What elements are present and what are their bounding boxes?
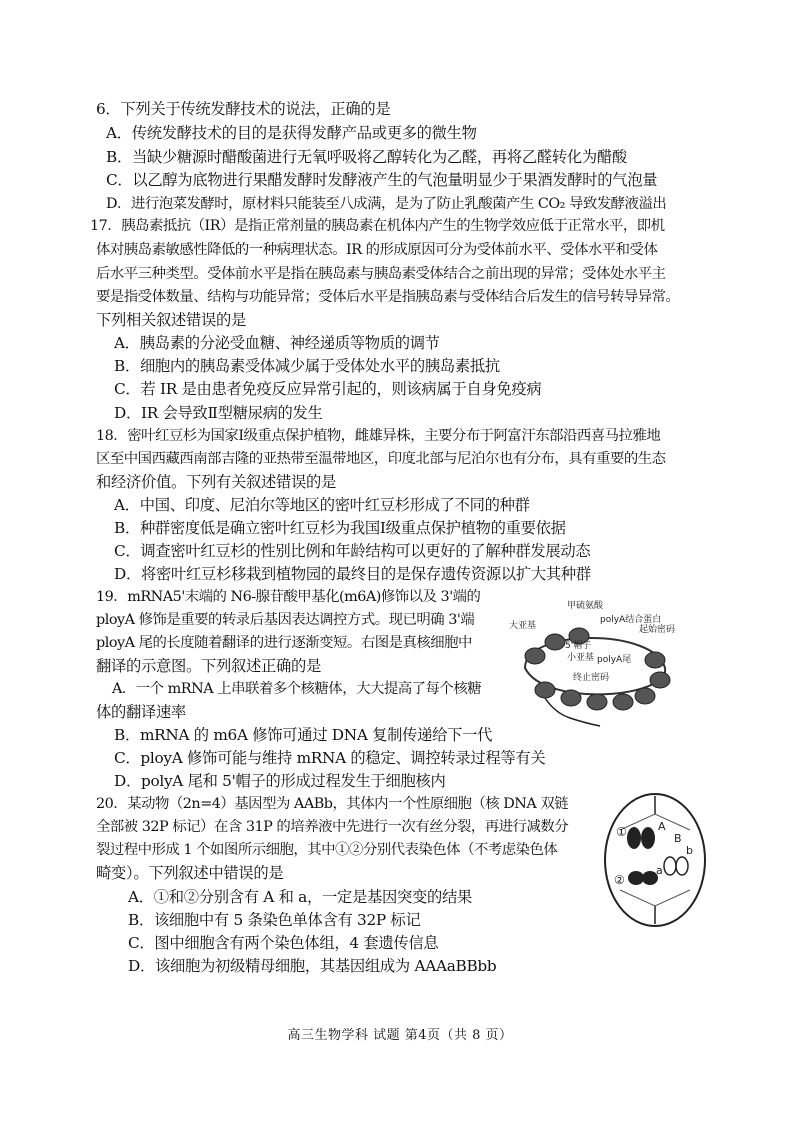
q17-option-d: D．IR 会导致Ⅱ型糖尿病的发生	[114, 404, 323, 422]
ribosome	[587, 694, 607, 710]
label-small-subunit: 小亚基	[567, 653, 595, 663]
q17-stem-line-1: 17．胰岛素抵抗（IR）是指正常剂量的胰岛素在机体内产生的生物学效应低于正常水平，即机	[90, 218, 665, 234]
q6-option-d: D．进行泡菜发酵时，原材料只能装至八成满，是为了防止乳酸菌产生 CO₂ 导致发酵液溢出	[106, 196, 667, 212]
q19-option-d: D．polyA 尾和 5'帽子的形成过程发生于细胞核内	[114, 772, 446, 790]
q18-option-a: A．中国、印度、尼泊尔等地区的密叶红豆杉形成了不同的种群	[114, 496, 530, 514]
label-cap: 5'帽子	[565, 641, 592, 651]
q17-option-a: A．胰岛素的分泌受血糖、神经递质等物质的调节	[114, 334, 440, 352]
label-polya-tail: polyA尾	[597, 655, 632, 665]
q19-stem-line-1: 19．mRNA5'末端的 N6-腺苷酸甲基化(m6A)修饰以及 3'端的	[96, 589, 481, 605]
q18-stem-line-3: 和经济价值。下列有关叙述错误的是	[96, 473, 336, 491]
ribosome	[635, 688, 655, 704]
q19-option-a-line-1: A．一个 mRNA 上串联着多个核糖体，大大提高了每个核糖	[112, 681, 482, 697]
spindle-fibers	[620, 814, 690, 906]
q18-stem-line-1: 18．密叶红豆杉为国家Ⅰ级重点保护植物，雌雄异株，主要分布于阿富汗东部沿西喜马拉雅地	[96, 428, 661, 444]
q17-stem-line-3: 后水平三种类型。受体前水平是指在胰岛素与胰岛素受体结合之前出现的异常；受体处水平主	[96, 266, 666, 282]
ribosome	[613, 694, 633, 710]
label-polya-binding: polyA结合蛋白	[600, 615, 662, 625]
q6-option-a: A．传统发酵技术的目的是获得发酵产品或更多的微生物	[106, 124, 477, 142]
chromosome	[628, 871, 644, 885]
q19-stem-line-2: ployA 修饰是重要的转录后基因表达调控方式。现已明确 3'端	[96, 612, 475, 628]
q19-option-a-line-2: 体的翻译速率	[96, 703, 186, 721]
ribosome	[535, 682, 555, 698]
q20-stem-line-3: 裂过程中形成 1 个如图所示细胞，其中①②分别代表染色体（不考虑染色体	[96, 842, 558, 858]
page-footer: 高三生物学科 试题 第4页（共 8 页）	[287, 1028, 513, 1043]
q17-stem-line-4: 要是指受体数量、结构与功能异常；受体后水平是指胰岛素与受体结合后发生的信号转导异常。	[96, 289, 680, 305]
q20-option-c: C．图中细胞含有两个染色体组，4 套遗传信息	[128, 934, 439, 952]
q17-option-c: C．若 IR 是由患者免疫反应异常引起的，则该病属于自身免疫病	[114, 380, 542, 398]
q18-option-b: B．种群密度低是确立密叶红豆杉为我国Ⅰ级重点保护植物的重要依据	[114, 519, 566, 537]
q19-stem-line-3: ployA 尾的长度随着翻译的进行逐渐变短。右图是真核细胞中	[96, 635, 472, 651]
q19-stem-line-4: 翻译的示意图。下列叙述正确的是	[96, 657, 321, 675]
chromosome	[627, 827, 641, 849]
label-start-codon: 甲硫氨酸	[567, 601, 604, 611]
q20-stem-line-2: 全部被 32P 标记）在含 31P 的培养液中先进行一次有丝分裂，再进行减数分	[96, 819, 569, 835]
ribosome-group	[525, 628, 670, 710]
chromosome	[676, 857, 688, 875]
q17-stem-line-5: 下列相关叙述错误的是	[96, 311, 246, 329]
label-gene-a: a	[656, 864, 663, 877]
ribosome	[525, 648, 545, 664]
ribosome	[645, 652, 665, 668]
q18-option-c: C．调查密叶红豆杉的性别比例和年龄结构可以更好的了解种群发展动态	[114, 542, 591, 560]
label-gene-b: b	[686, 844, 693, 857]
label-chrom-1: ①	[616, 825, 627, 839]
q18-option-d: D．将密叶红豆杉移栽到植物园的最终目的是保存遗传资源以扩大其种群	[114, 565, 591, 583]
q17-option-b: B．细胞内的胰岛素受体减少属于受体处水平的胰岛素抵抗	[114, 357, 500, 375]
label-chrom-2: ②	[614, 873, 625, 887]
q20-option-a: A．①和②分别含有 A 和 a，一定是基因突变的结果	[128, 888, 472, 906]
q19-option-c: C．ployA 修饰可能与维持 mRNA 的稳定、调控转录过程等有关	[114, 749, 546, 767]
q20-option-b: B．该细胞中有 5 条染色单体含有 32P 标记	[128, 911, 421, 929]
q17-stem-line-2: 体对胰岛素敏感性降低的一种病理状态。IR 的形成原因可分为受体前水平、受体水平和受体	[96, 242, 658, 258]
ribosome	[650, 672, 670, 688]
chromosome	[664, 857, 676, 875]
q6-option-b: B．当缺少糖源时醋酸菌进行无氧呼吸将乙醇转化为乙醛，再将乙醛转化为醋酸	[106, 148, 627, 166]
q20-option-d: D．该细胞为初级精母细胞，其基因组成为 AAAaBBbb	[128, 957, 497, 975]
q20-stem-line-4: 畸变）。下列叙述中错误的是	[96, 864, 284, 882]
chromosome	[641, 827, 655, 849]
q18-stem-line-2: 区至中国西藏西南部吉隆的亚热带至温带地区，印度北部与尼泊尔也有分布，具有重要的生态	[96, 451, 666, 467]
ribosome	[545, 634, 565, 650]
q6-stem: 6．下列关于传统发酵技术的说法，正确的是	[96, 100, 391, 118]
label-big-subunit: 大亚基	[509, 621, 537, 631]
label-gene-A: A	[658, 820, 666, 833]
q19-option-b: B．mRNA 的 m6A 修饰可通过 DNA 复制传递给下一代	[114, 726, 493, 744]
ribosome	[561, 690, 581, 706]
q6-option-c: C．以乙醇为底物进行果醋发酵时发酵液产生的气泡量明显少于果酒发酵时的气泡量	[106, 171, 658, 189]
cell-division-diagram	[600, 790, 710, 930]
translation-diagram	[505, 598, 685, 728]
label-stop-codon: 终止密码	[573, 673, 610, 683]
label-gene-B: B	[674, 832, 682, 845]
label-initiation: 起始密码	[639, 625, 676, 635]
q20-stem-line-1: 20．某动物（2n=4）基因型为 AABb，其体内一个性原细胞（核 DNA 双链	[96, 796, 569, 812]
